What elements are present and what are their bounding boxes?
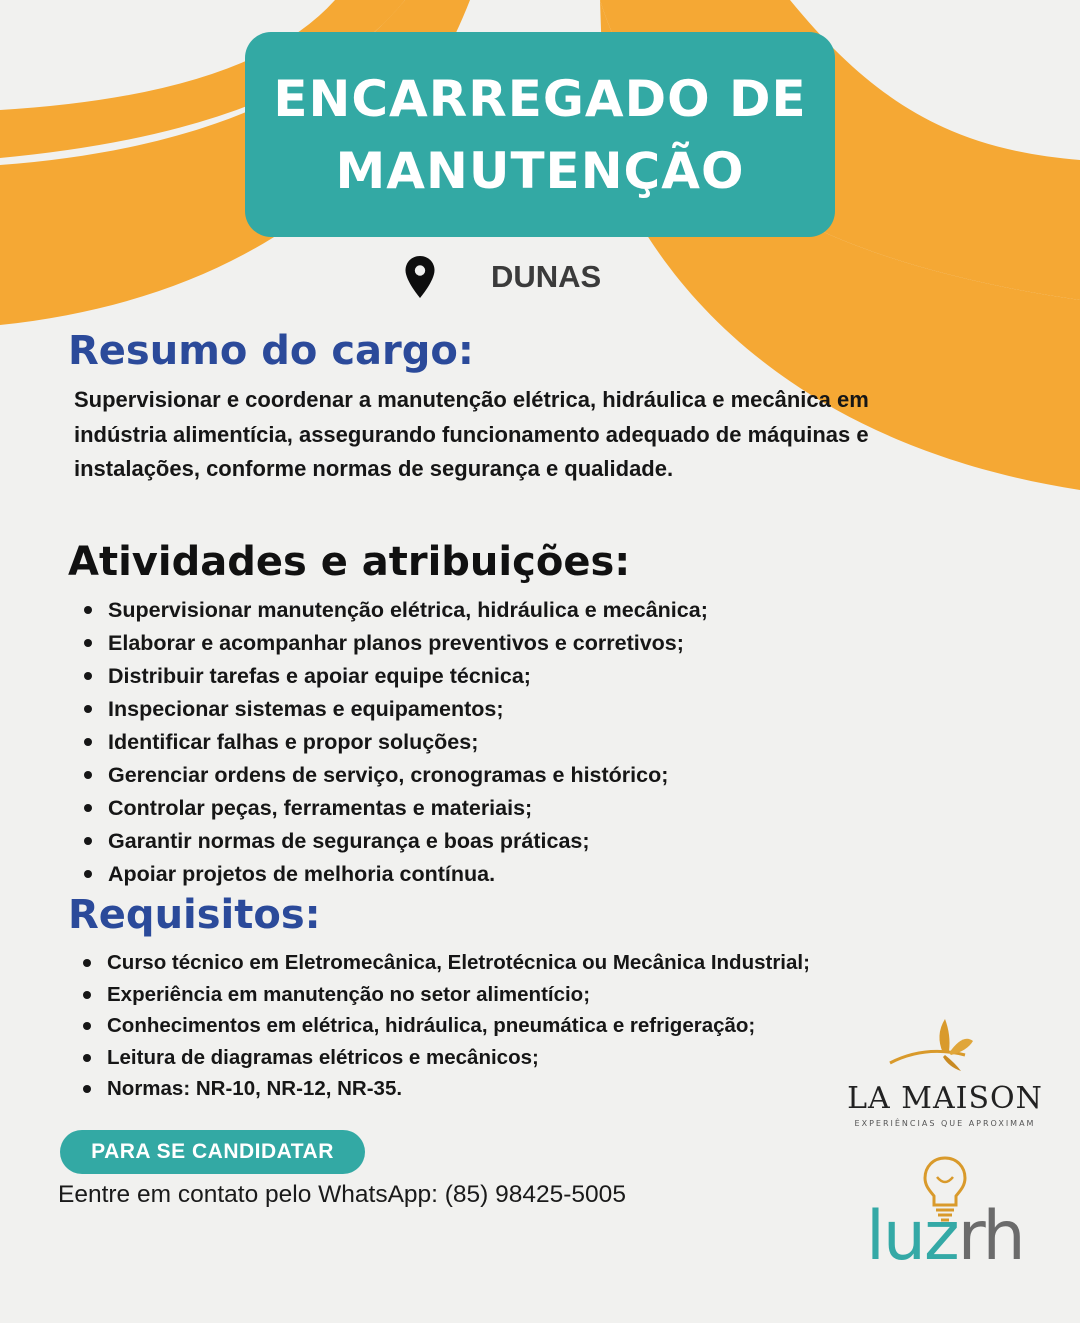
atividades-heading: Atividades e atribuições:: [68, 539, 631, 585]
luzrh-wordmark: [866, 1199, 1024, 1275]
list-item: Gerenciar ordens de serviço, cronogramas e histórico;: [82, 759, 708, 792]
resumo-heading: Resumo do cargo:: [68, 328, 474, 374]
list-item: Normas: NR-10, NR-12, NR-35.: [81, 1073, 810, 1105]
list-item: Elaborar e acompanhar planos preventivos e corretivos;: [82, 627, 708, 660]
requisitos-heading: Requisitos:: [68, 892, 321, 938]
list-item: Supervisionar manutenção elétrica, hidráulica e mecânica;: [82, 594, 708, 627]
job-title-line-1: ENCARREGADO DE: [273, 69, 807, 128]
list-item: Inspecionar sistemas e equipamentos;: [82, 693, 708, 726]
la-maison-logo: [840, 1015, 1050, 1135]
list-item: Leitura de diagramas elétricos e mecânicos;: [81, 1042, 810, 1074]
list-item: Experiência em manutenção no setor alimentício;: [81, 979, 810, 1011]
list-item: Curso técnico em Eletromecânica, Eletrotécnica ou Mecânica Industrial;: [81, 947, 810, 979]
job-title-banner: [245, 32, 835, 237]
list-item: Garantir normas de segurança e boas práticas;: [82, 825, 708, 858]
contact-whatsapp: Eentre em contato pelo WhatsApp: (85) 98425-5005: [58, 1181, 626, 1208]
apply-badge: PARA SE CANDIDATAR: [60, 1130, 365, 1174]
atividades-list: [82, 594, 708, 891]
list-item: Identificar falhas e propor soluções;: [82, 726, 708, 759]
location-text: DUNAS: [491, 259, 602, 294]
list-item: Distribuir tarefas e apoiar equipe técnica;: [82, 660, 708, 693]
la-maison-name: LA MAISON: [847, 1081, 1043, 1116]
job-title-line-2: MANUTENÇÃO: [335, 141, 745, 200]
butterfly-icon: [885, 1015, 975, 1073]
luzrh-wordmark-luz: luz: [866, 1197, 958, 1276]
resumo-text: Supervisionar e coordenar a manutenção elétrica, hidráulica e mecânica em indústria alimentícia, assegurando funcionamento adequado de máquinas e instalações, conforme normas de segurança e qualidade.: [74, 387, 869, 481]
luzrh-logo: [860, 1155, 1024, 1280]
location: [404, 255, 601, 299]
list-item: Controlar peças, ferramentas e materiais;: [82, 792, 708, 825]
map-pin-icon: [404, 255, 436, 299]
luzrh-wordmark-rh: rh: [957, 1197, 1024, 1276]
la-maison-tagline: EXPERIÊNCIAS QUE APROXIMAM: [854, 1119, 1036, 1128]
list-item: Apoiar projetos de melhoria contínua.: [82, 858, 708, 891]
list-item: Conhecimentos em elétrica, hidráulica, pneumática e refrigeração;: [81, 1010, 810, 1042]
requisitos-list: [81, 947, 810, 1105]
